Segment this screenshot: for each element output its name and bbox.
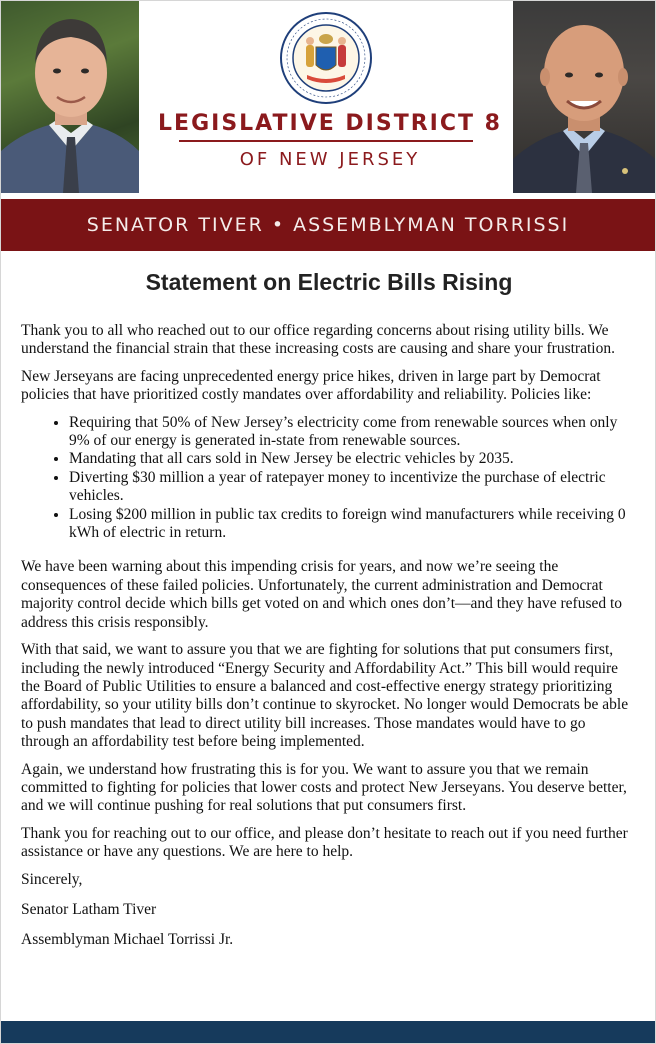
signature-senator: Senator Latham Tiver	[21, 900, 157, 918]
list-item: • Diverting $30 million a year of ratepayer money to incentivize the purchase of electric vehicles.	[69, 469, 637, 506]
paragraph: Again, we understand how frustrating this is for you. We want to assure you that we remain committed to fighting for policies that lower costs and protect New Jerseyans. You deserve better, and we will continue pushing for real solutions that put consumers first.	[21, 760, 627, 815]
list-item: • Losing $200 million in public tax credits to foreign wind manufacturers while receiving 0 kWh of electric in return.	[69, 506, 637, 543]
footer-bar	[1, 1021, 655, 1044]
district-subtitle: OF NEW JERSEY	[239, 149, 421, 170]
representatives-banner: SENATOR TIVER • ASSEMBLYMAN TORRISSI	[1, 199, 655, 251]
statement-body	[21, 265, 637, 962]
assemblyman-torrissi-photo	[513, 1, 655, 193]
sign-off	[21, 871, 637, 950]
state-seal-icon	[279, 11, 373, 105]
paragraph: Thank you to all who reached out to our office regarding concerns about rising utility bills. We understand the financial strain that these increasing costs are causing and share your frustration.	[21, 322, 615, 358]
senator-tiver-photo	[1, 1, 139, 193]
list-item: • Requiring that 50% of New Jersey’s electricity come from renewable sources when only 9% of our energy is generated in-state from renewable sources.	[69, 414, 637, 451]
paragraph: We have been warning about this impending crisis for years, and now we’re seeing the consequences of these failed policies. Unfortunately, the current administration and Democrat majority control decide which bills get voted on and which ones don’t—and they have refused to address this crisis responsibly.	[21, 558, 623, 631]
paragraph: With that said, we want to assure you that we are fighting for solutions that put consumers first, including the newly introduced “Energy Security and Affordability Act.” This bill would require the Board of Public Utilities to ensure a balanced and cost-effective energy strategy prioritizing affordability, so your utility bills don’t continue to skyrocket. No longer would Democrats be able to push mandates that lead to direct utility bill increases. Those mandates would have to go through an affordability test before being implemented.	[21, 641, 629, 751]
policy-list	[21, 414, 637, 543]
district-title: LEGISLATIVE DISTRICT 8	[158, 111, 502, 136]
closing-salutation: Sincerely,	[21, 870, 83, 888]
paragraph: New Jerseyans are facing unprecedented energy price hikes, driven in large part by Democrat policies that have prioritized costly mandates over affordability and reliability. Policies like:	[21, 367, 601, 404]
statement-title: Statement on Electric Bills Rising	[145, 269, 513, 295]
list-item: • Mandating that all cars sold in New Jersey be electric vehicles by 2035.	[69, 450, 637, 468]
newsletter-header	[1, 1, 655, 199]
portrait-right-icon	[513, 1, 655, 193]
portrait-left-icon	[1, 1, 139, 193]
signature-assemblyman: Assemblyman Michael Torrissi Jr.	[21, 931, 234, 949]
paragraph: Thank you for reaching out to our office, and please don’t hesitate to reach out if you need further assistance or have any questions. We are here to help.	[21, 824, 628, 861]
title-divider	[179, 140, 473, 142]
